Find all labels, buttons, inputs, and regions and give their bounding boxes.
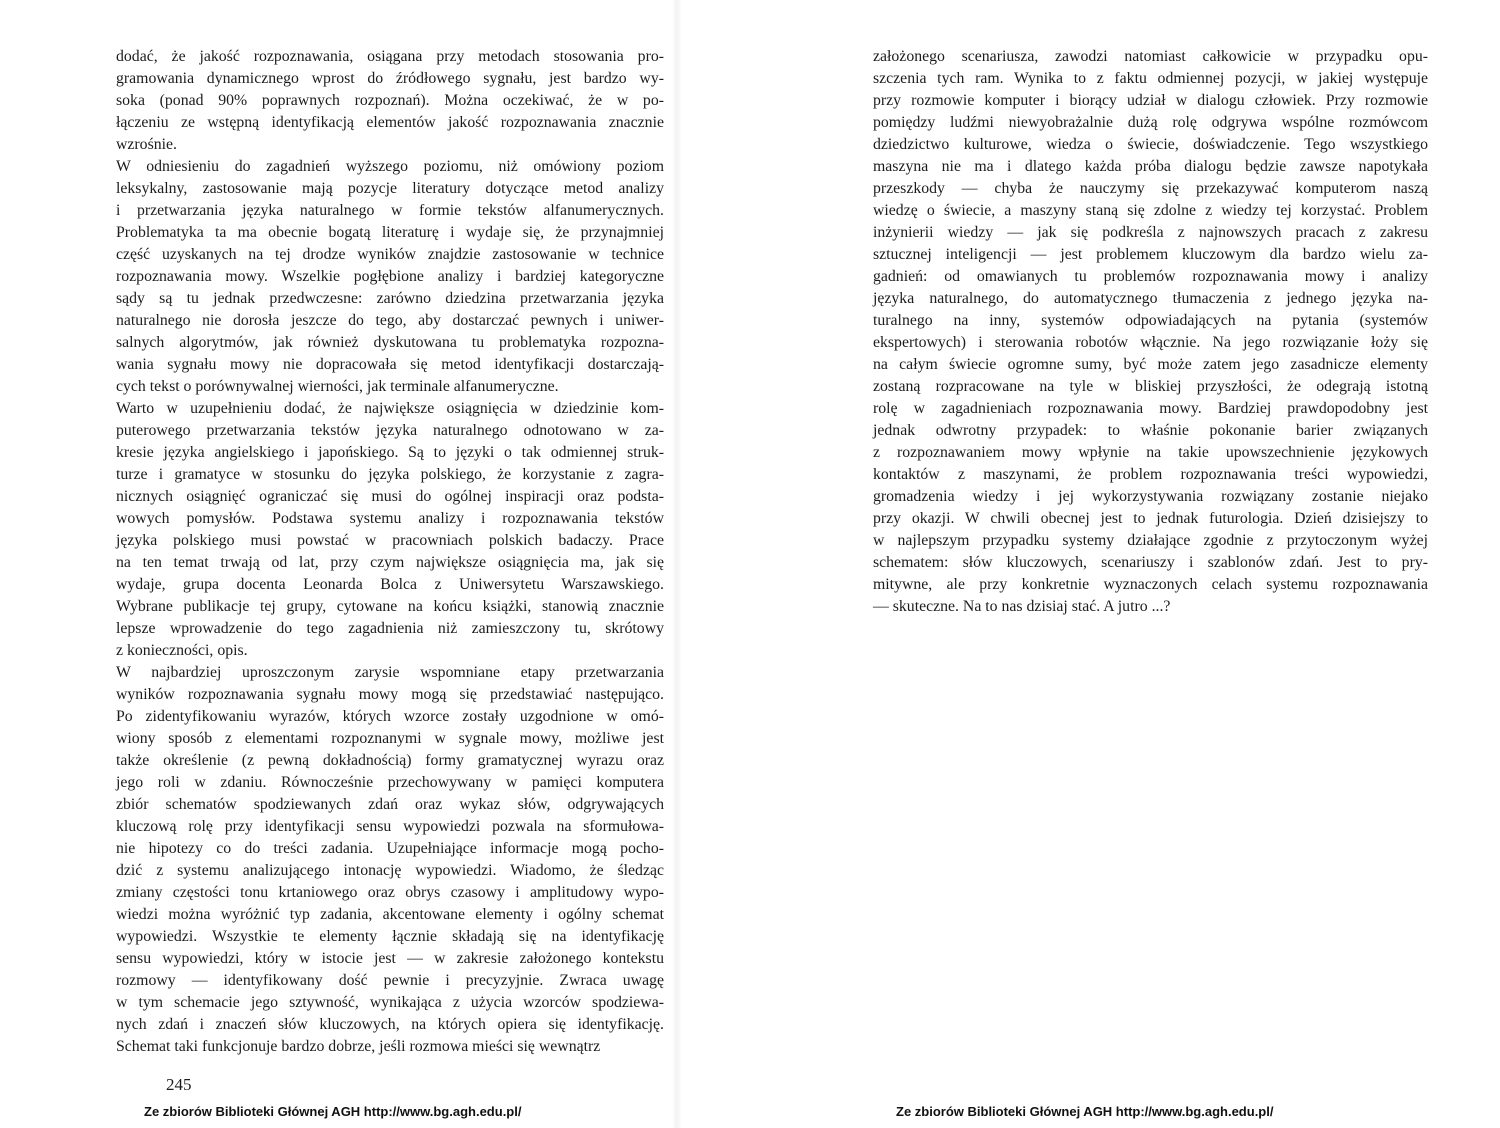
text-line: schematem: słów kluczowych, scenariuszy i szablonów zdań. Jest to pry- — [873, 554, 1428, 571]
text-line: kontaktów z maszynami, że problem rozpoznawania treści wypowiedzi, — [873, 466, 1428, 483]
page-number: 245 — [166, 1075, 192, 1094]
text-line: salnych algorytmów, jak również dyskutowana tu problematyka rozpozna- — [116, 334, 664, 351]
page-gutter-shadow — [672, 0, 682, 1128]
text-line: na ten temat trwają od lat, przy czym największe osiągnięcia ma, jak się — [116, 554, 664, 571]
text-line: ekspertowych) i sterowania robotów włącznie. Na jego rozwiązanie łoży się — [873, 334, 1428, 351]
text-line: nie hipotezy co do treści zadania. Uzupełniające informacje mogą pocho- — [116, 840, 664, 857]
text-line: zbiór schematów spodziewanych zdań oraz wykaz słów, odgrywających — [116, 796, 664, 813]
text-line: założonego scenariusza, zawodzi natomiast całkowicie w przypadku opu- — [873, 48, 1428, 65]
text-line: języka polskiego musi powstać w pracowniach polskich badaczy. Prace — [116, 532, 664, 549]
text-line: dziedzictwo kulturowe, wiedza o świecie, doświadczenie. Tego wszystkiego — [873, 136, 1428, 153]
text-line: nych zdań i znaczeń słów kluczowych, na których opiera się identyfikację. — [116, 1016, 664, 1033]
text-line: z konieczności, opis. — [116, 642, 248, 659]
text-line: część uzyskanych na tej drodze wyników znajdzie zastosowanie w technice — [116, 246, 664, 263]
text-line: Po zidentyfikowaniu wyrazów, których wzorce zostały uzgodnione w omó- — [116, 708, 664, 725]
text-line: lepsze wprowadzenie do tego zagadnienia niż zamieszczony tu, skrótowy — [116, 620, 664, 637]
text-line: łączeniu ze wstępną identyfikacją elementów jakość rozpoznawania znacznie — [116, 114, 664, 131]
text-line: nicznych osiągnięć ograniczać się musi do ogólnej inspiracji oraz podsta- — [116, 488, 664, 505]
text-line: dzić z systemu analizującego intonację wypowiedzi. Wiadomo, że śledząc — [116, 862, 664, 879]
text-line: wzrośnie. — [116, 136, 177, 153]
text-line: rozmowy — identyfikowany dość pewnie i precyzyjnie. Zwraca uwagę — [116, 972, 664, 989]
left-page-body-text — [116, 46, 664, 1058]
text-line: wyników rozpoznawania sygnału mowy mogą się przedstawiać następująco. — [116, 686, 664, 703]
text-line: zostaną rozpracowane na tyle w bliskiej przyszłości, że odegrają istotną — [873, 378, 1428, 395]
text-line: zmiany częstości tonu krtaniowego oraz obrys czasowy i amplitudowy wypo- — [116, 884, 664, 901]
text-line: W odniesieniu do zagadnień wyższego poziomu, niż omówiony poziom — [116, 158, 664, 175]
text-line: wiedzę o świecie, a maszyny staną się zdolne z wiedzy tej korzystać. Problem — [873, 202, 1428, 219]
text-line: turalnego na inny, systemów odpowiadających na pytania (systemów — [873, 312, 1428, 329]
text-line: kresie języka angielskiego i japońskiego. Są to języki o tak odmiennej struk- — [116, 444, 664, 461]
text-line: także określenie (z pewną dokładnością) formy gramatycznej wyrazu oraz — [116, 752, 664, 769]
text-line: gadnień: od omawianych tu problemów rozpoznawania mowy i analizy — [873, 268, 1428, 285]
text-line: maszyna nie ma i dlatego każda próba dialogu będzie zawsze napotykała — [873, 158, 1428, 175]
text-line: przeszkody — chyba że nauczymy się przekazywać komputerom naszą — [873, 180, 1428, 197]
library-footer-right: Ze zbiorów Biblioteki Głównej AGH http://www.bg.agh.edu.pl/ — [896, 1104, 1274, 1119]
text-line: wiedzi można wyróżnić typ zadania, akcentowane elementy i ogólny schemat — [116, 906, 664, 923]
text-line: wania sygnału mowy nie dopracowała się metod identyfikacji dostarczają- — [116, 356, 664, 373]
text-line: Wybrane publikacje tej grupy, cytowane na końcu książki, stanowią znacznie — [116, 598, 664, 615]
text-line: jego roli w zdaniu. Równocześnie przechowywany w pamięci komputera — [116, 774, 664, 791]
text-line: dodać, że jakość rozpoznawania, osiągana przy metodach stosowania pro- — [116, 48, 664, 65]
text-line: jednak odwrotny przypadek: to właśnie pokonanie barier związanych — [873, 422, 1428, 439]
text-line: szczenia tych ram. Wynika to z faktu odmiennej pozycji, w jakiej występuje — [873, 70, 1428, 87]
text-line: kluczową rolę przy identyfikacji sensu wypowiedzi pozwala na sformułowa- — [116, 818, 664, 835]
library-footer-left: Ze zbiorów Biblioteki Głównej AGH http://www.bg.agh.edu.pl/ — [144, 1104, 522, 1119]
text-line: wiony sposób z elementami rozpoznanymi w sygnale mowy, możliwe jest — [116, 730, 664, 747]
text-line: mitywne, ale przy konkretnie wyznaczonych celach systemu rozpoznawania — [873, 576, 1428, 593]
text-line: w najlepszym przypadku systemy działające zgodnie z przytoczonym wyżej — [873, 532, 1428, 549]
text-line: rolę w zagadnieniach rozpoznawania mowy. Bardziej prawdopodobny jest — [873, 400, 1428, 417]
text-line: Schemat taki funkcjonuje bardzo dobrze, jeśli rozmowa mieści się wewnątrz — [116, 1038, 601, 1055]
text-line: W najbardziej uproszczonym zarysie wspomniane etapy przetwarzania — [116, 664, 664, 681]
text-line: leksykalny, zastosowanie mają pozycje literatury dotyczące metod analizy — [116, 180, 664, 197]
text-line: wypowiedzi. Wszystkie te elementy łącznie składają się na identyfikację — [116, 928, 664, 945]
text-line: puterowego przetwarzania tekstów języka naturalnego odnotowano w za- — [116, 422, 664, 439]
text-line: z rozpoznawaniem mowy wpłynie na takie upowszechnienie językowych — [873, 444, 1428, 461]
text-line: — skuteczne. Na to nas dzisiaj stać. A jutro ...? — [873, 598, 1171, 615]
text-line: wowych pomysłów. Podstawa systemu analizy i rozpoznawania tekstów — [116, 510, 664, 527]
text-line: turze i gramatyce w stosunku do języka polskiego, że korzystanie z zagra- — [116, 466, 664, 483]
text-line: przy okazji. W chwili obecnej jest to jednak futurologia. Dzień dzisiejszy to — [873, 510, 1428, 527]
text-line: na całym świecie ogromne sumy, być może zatem jego zasadnicze elementy — [873, 356, 1428, 373]
text-line: soka (ponad 90% poprawnych rozpoznań). Można oczekiwać, że w po- — [116, 92, 664, 109]
text-line: naturalnego nie dorosła jeszcze do tego, aby dostarczać pewnych i uniwer- — [116, 312, 664, 329]
text-line: wydaje, grupa docenta Leonarda Bolca z Uniwersytetu Warszawskiego. — [116, 576, 664, 593]
text-line: sądy są tu jednak przedwczesne: zarówno dziedzina przetwarzania języka — [116, 290, 664, 307]
text-line: przy rozmowie komputer i biorący udział w dialogu człowiek. Przy rozmowie — [873, 92, 1428, 109]
text-line: gramowania dynamicznego wprost do źródłowego sygnału, jest bardzo wy- — [116, 70, 664, 87]
text-line: inżynierii wiedzy — jak się podkreśla z najnowszych pracach z zakresu — [873, 224, 1428, 241]
text-line: Warto w uzupełnieniu dodać, że największe osiągnięcia w dziedzinie kom- — [116, 400, 664, 417]
text-line: sensu wypowiedzi, który w istocie jest — w zakresie założonego kontekstu — [116, 950, 664, 967]
right-page — [750, 0, 1500, 1128]
text-line: cych tekst o porównywalnej wierności, jak terminale alfanumeryczne. — [116, 378, 559, 395]
text-line: sztucznej inteligencji — jest problemem kluczowym dla bardzo wielu za- — [873, 246, 1428, 263]
text-line: Problematyka ta ma obecnie bogatą literaturę i wydaje się, że przynajmniej — [116, 224, 664, 241]
text-line: pomiędzy ludźmi niewyobrażalnie dużą rolę odgrywa wspólne rozmówcom — [873, 114, 1428, 131]
text-line: rozpoznawania mowy. Wszelkie pogłębione analizy i bardziej kategoryczne — [116, 268, 664, 285]
text-line: języka naturalnego, do automatycznego tłumaczenia z jednego języka na- — [873, 290, 1428, 307]
text-line: i przetwarzania języka naturalnego w formie tekstów alfanumerycznych. — [116, 202, 664, 219]
text-line: gromadzenia wiedzy i jej wykorzystywania rozwiązany zostanie niejako — [873, 488, 1428, 505]
text-line: w tym schemacie jego sztywność, wynikająca z użycia wzorców spodziewa- — [116, 994, 664, 1011]
right-page-body-text — [873, 46, 1428, 618]
